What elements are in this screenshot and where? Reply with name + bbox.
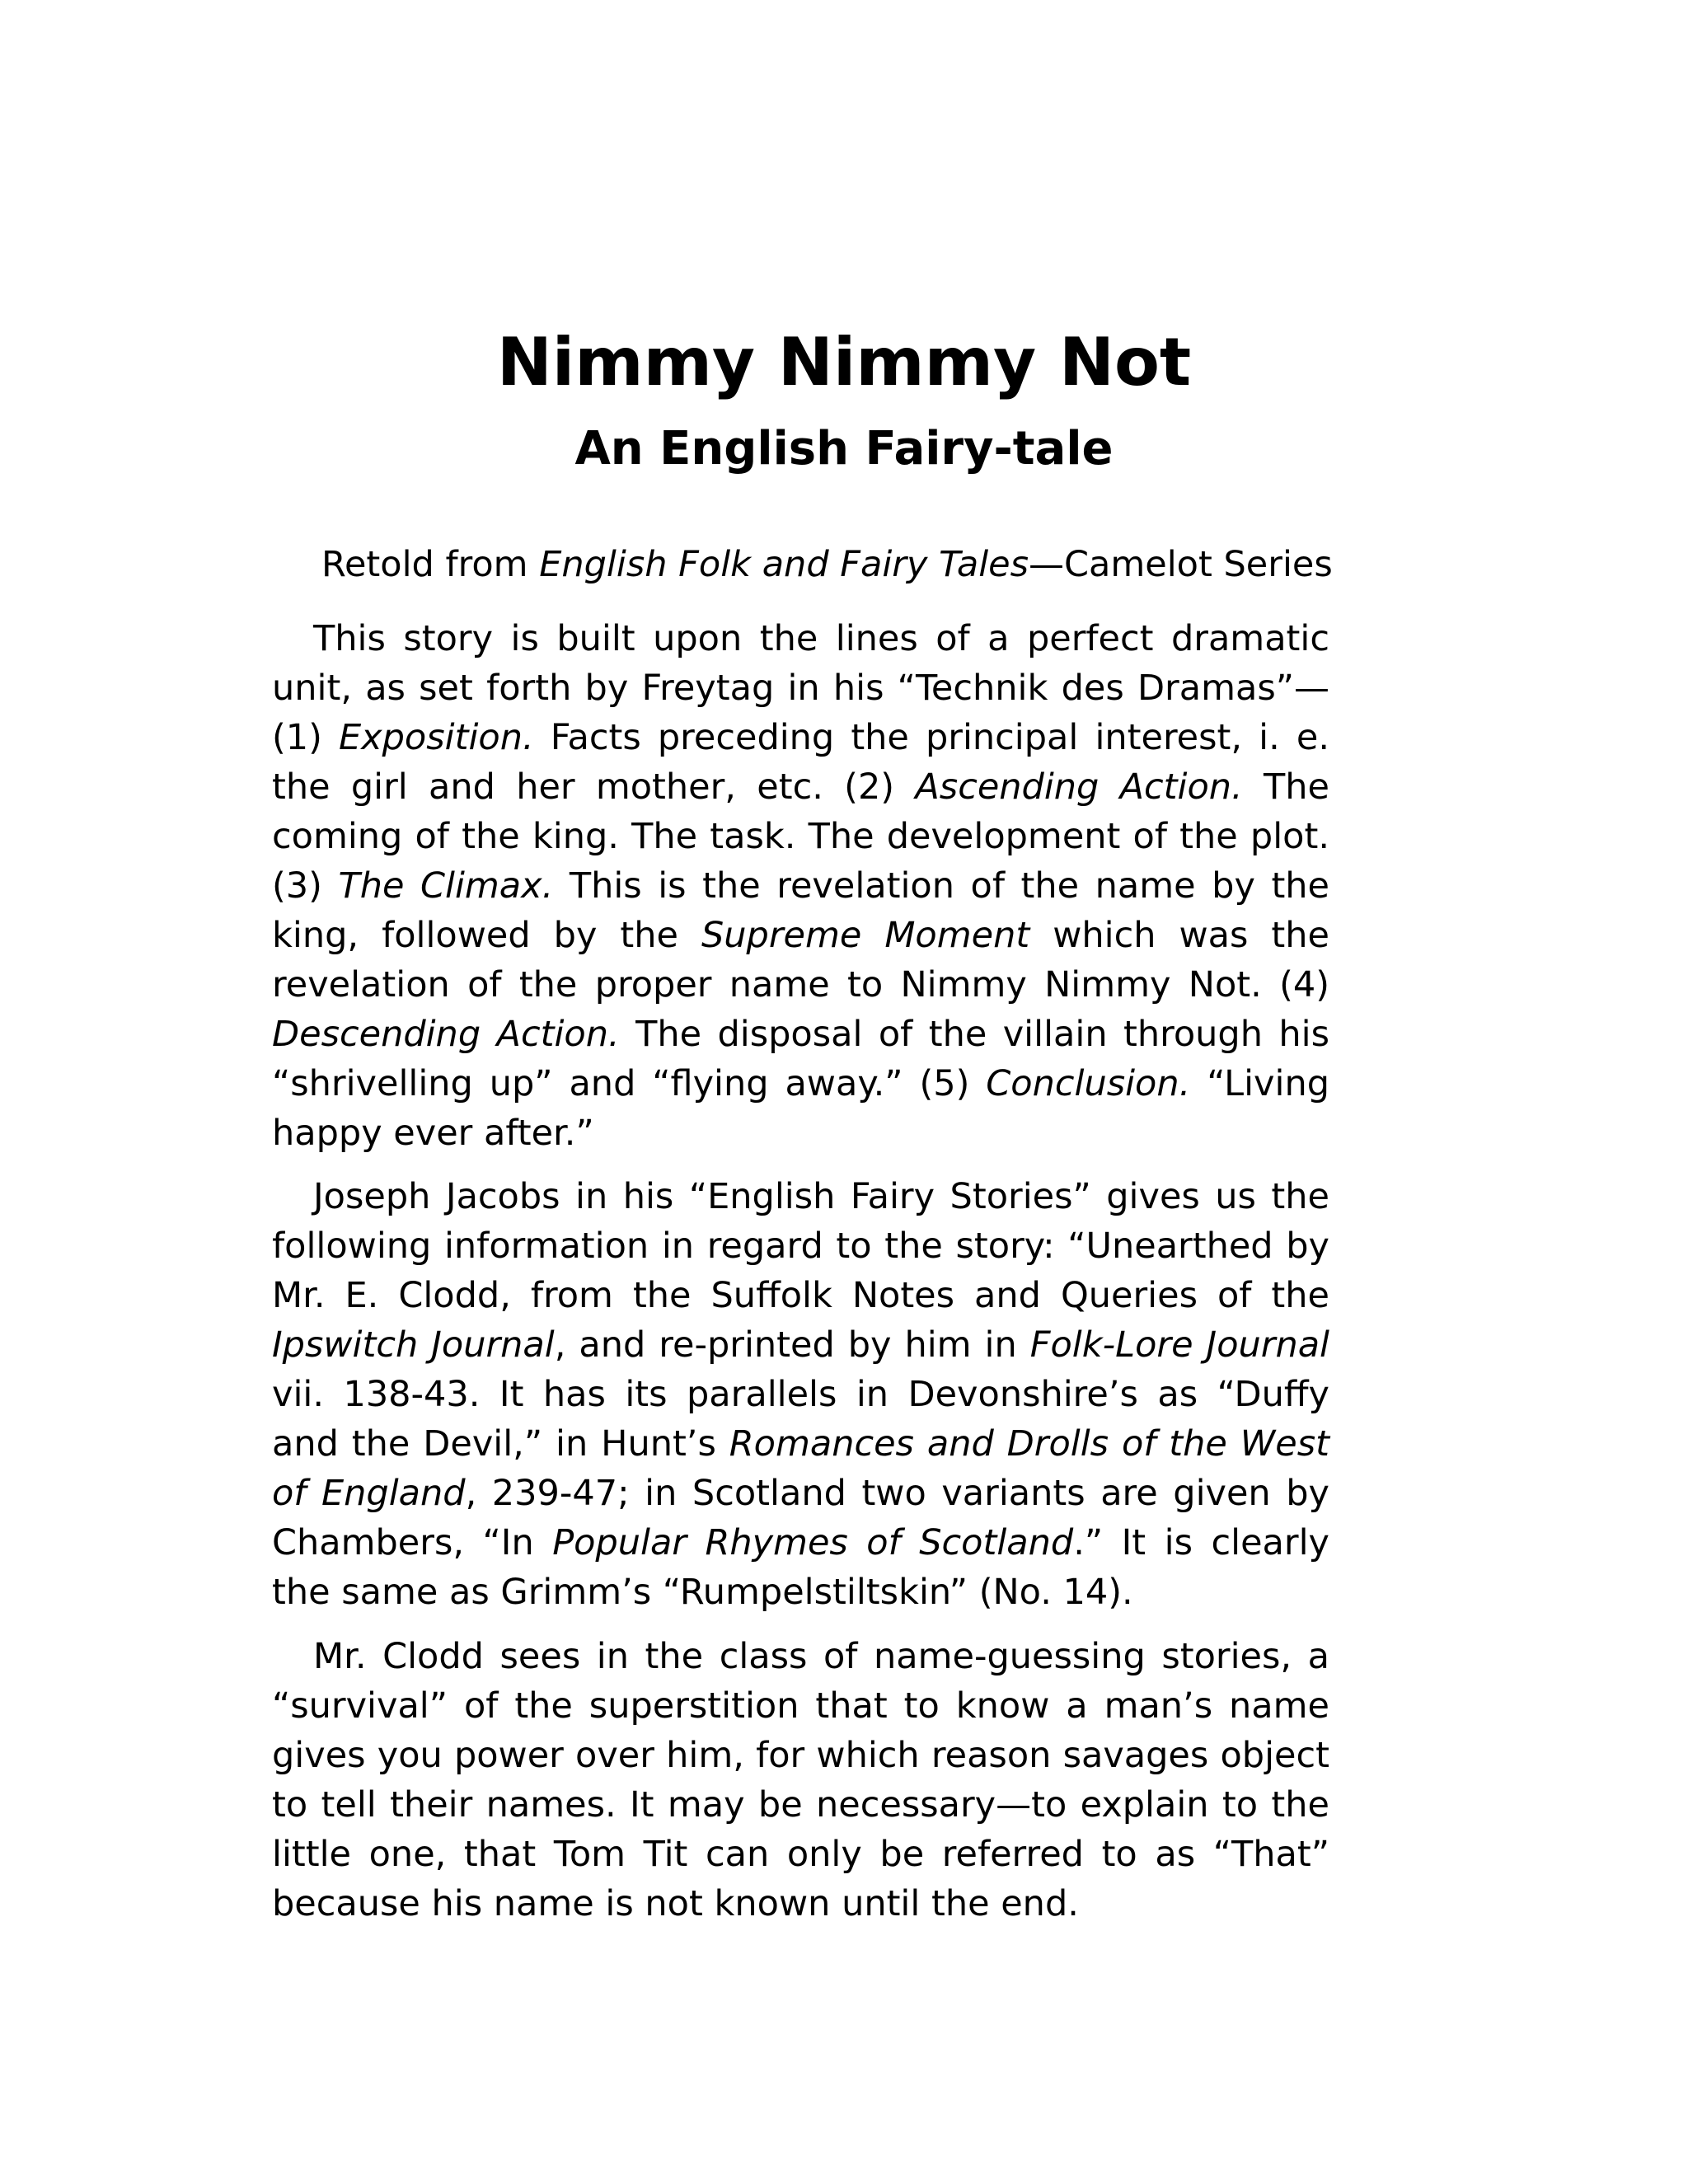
paragraph-name-guessing: Mr. Clodd sees in the class of name-guessing stories, a “survival” of the superstition that to know a man’s name gives you power over him, for which reason savages object to tell their names. It may be necessary—to explain to the little one, that Tom Tit can only be referred to as “That” because his name is not known until the end. [272, 1636, 1329, 1924]
paragraph-dramatic-unit [272, 614, 1329, 1158]
p1-italic-ascending-action: Ascending Action. [915, 766, 1243, 808]
retold-from-line [321, 540, 1393, 589]
page-subtitle: An English Fairy-tale [574, 422, 1114, 476]
p1-italic-climax: The Climax. [338, 865, 554, 907]
p1-italic-descending-action: Descending Action. [272, 1014, 620, 1055]
retold-suffix: —Camelot Series [1029, 544, 1333, 585]
p2-text-2: , and re-printed by him in [554, 1324, 1030, 1366]
retold-prefix: Retold from [321, 544, 540, 585]
p2-italic-romances-drolls: Romances and Drolls of the West of England [272, 1423, 1329, 1514]
p1-text-5: which was the revelation of the proper name to Nimmy Nimmy Not. (4) [272, 915, 1329, 1005]
p1-text-2: Facts preceding the principal interest, i. e. the girl and her mother, etc. (2) [272, 717, 1330, 808]
p1-text-7: “Living happy ever after.” [272, 1063, 1329, 1154]
p2-italic-folk-lore-journal: Folk-Lore Journal [1029, 1324, 1329, 1366]
p1-text-3: The coming of the king. The task. The development of the plot. (3) [272, 766, 1329, 907]
retold-source-title: English Folk and Fairy Tales [539, 544, 1029, 585]
p1-italic-exposition: Exposition. [339, 717, 534, 758]
p1-text-1: This story is built upon the lines of a perfect dramatic unit, as set forth by Freytag in his “Technik des Dramas”—(1) [272, 618, 1329, 758]
page-title: Nimmy Nimmy Not [496, 324, 1192, 401]
p2-text-1: Joseph Jacobs in his “English Fairy Stories” gives us the following information in regard to the story: “Unearthed by Mr. E. Clodd, from the Suffolk Notes and Queries of the [272, 1176, 1329, 1316]
p2-text-5: .” It is clearly the same as Grimm’s “Rumpelstiltskin” (No. 14). [272, 1522, 1329, 1613]
p2-text-3: vii. 138-43. It has its parallels in Devonshire’s as “Duffy and the Devil,” in Hunt’s [272, 1374, 1329, 1465]
p1-italic-supreme-moment: Supreme Moment [701, 915, 1030, 956]
p1-text-4: This is the revelation of the name by the king, followed by the [272, 865, 1330, 956]
p2-text-4: , 239-47; in Scotland two variants are given by Chambers, “In [272, 1473, 1329, 1563]
p2-italic-popular-rhymes: Popular Rhymes of Scotland [552, 1522, 1074, 1563]
p1-italic-conclusion: Conclusion. [986, 1063, 1191, 1104]
paragraph-jacobs-notes [272, 1172, 1329, 1617]
p2-italic-ipswitch-journal: Ipswitch Journal [272, 1324, 555, 1366]
p1-text-6: The disposal of the villain through his “shrivelling up” and “flying away.” (5) [272, 1014, 1329, 1104]
